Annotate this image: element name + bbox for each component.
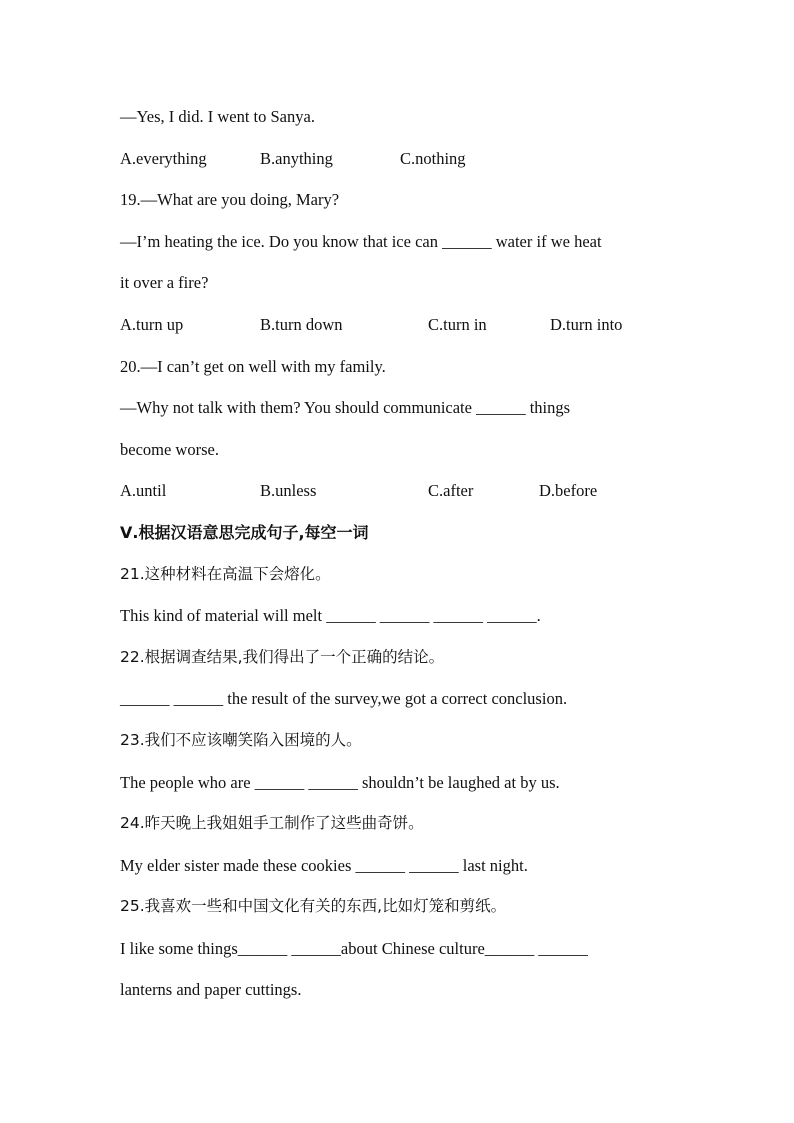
q22-english: ______ ______ the result of the survey,we got a correct conclusion. [120,689,568,709]
worksheet-page [120,96,680,1011]
q23-english: The people who are ______ ______ shouldn’t be laughed at by us. [120,772,560,792]
q19-option-a: A.turn up [120,314,184,334]
q18-option-b: B.anything [260,148,333,168]
q22-chinese: 22.根据调查结果,我们得出了一个正确的结论。 [120,647,445,666]
q21-chinese: 21.这种材料在高温下会熔化。 [120,564,331,583]
q18-answer: —Yes, I did. I went to Sanya. [120,107,315,126]
q19-option-c: C.turn in [428,314,487,334]
q20-option-c: C.after [428,481,474,501]
q19-answer-line2: it over a fire? [120,273,209,293]
q19-option-d: D.turn into [550,314,623,334]
q19-options [120,304,680,346]
q20-answer-line1: —Why not talk with them? You should communicate ______ things [120,398,571,418]
q20-option-d: D.before [539,481,598,501]
q18-option-a: A.everything [120,148,207,168]
q24-chinese: 24.昨天晚上我姐姐手工制作了这些曲奇饼。 [120,814,424,833]
q18-option-c: C.nothing [400,148,466,168]
q25-chinese: 25.我喜欢一些和中国文化有关的东西,比如灯笼和剪纸。 [120,897,507,916]
q21-english: This kind of material will melt ______ ______ ______ ______. [120,606,541,626]
section-5-heading: Ⅴ.根据汉语意思完成句子,每空一词 [120,522,369,542]
q23-chinese: 23.我们不应该嘲笑陷入困境的人。 [120,730,362,749]
q19-answer-line1: —I’m heating the ice. Do you know that ice can ______ water if we heat [120,231,602,251]
q20-question: 20.—I can’t get on well with my family. [120,356,386,376]
q20-answer-line2: become worse. [120,439,219,459]
q18-options [120,138,680,180]
q25-english-line1: I like some things______ ______about Chinese culture______ ______ [120,938,588,958]
q20-options [120,470,680,512]
q20-option-a: A.until [120,481,167,501]
q20-option-b: B.unless [260,481,317,501]
q19-option-b: B.turn down [260,314,343,334]
q25-english-line2: lanterns and paper cuttings. [120,980,302,1000]
q24-english: My elder sister made these cookies ______ ______ last night. [120,855,528,875]
q19-question: 19.—What are you doing, Mary? [120,190,340,210]
